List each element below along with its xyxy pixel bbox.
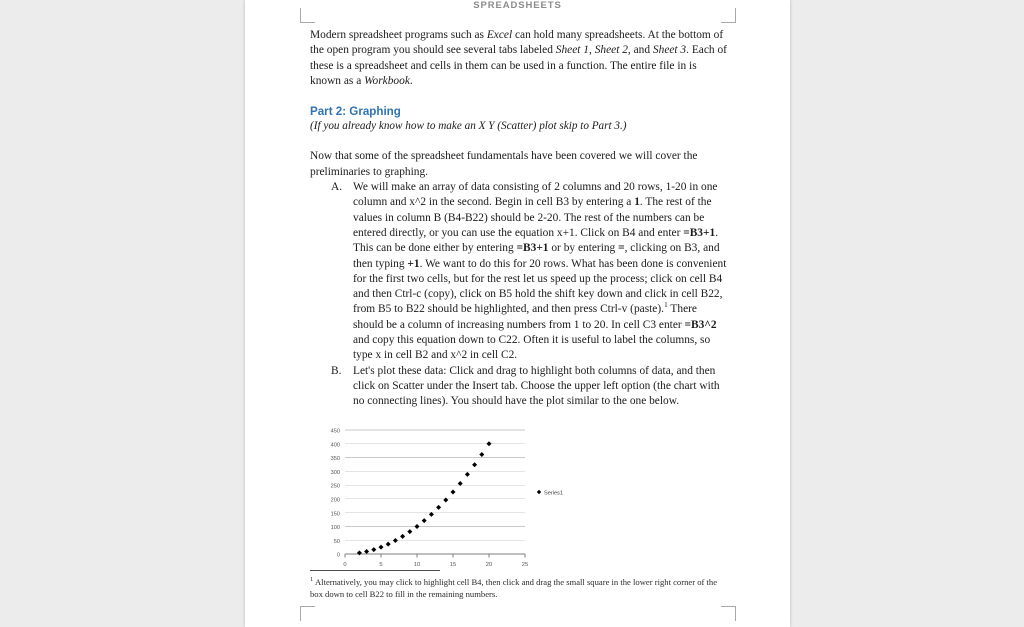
svg-text:Series1: Series1 [544,489,563,496]
section-subheading: (If you already know how to make an X Y (Scatter) plot skip to Part 3.) [310,120,627,133]
item-a-bold-5: +1 [407,257,420,270]
svg-text:400: 400 [330,441,340,448]
list-marker-b: B. [331,364,342,377]
svg-text:350: 350 [330,455,340,462]
intro-italic-excel: Excel [486,29,513,41]
intro-text-4: , and [627,44,653,57]
item-a-text-7: There should be a column of increasing numbers from 1 to 20. In cell C3 enter [353,303,697,331]
list-item-a [331,180,730,364]
intro-paragraph [310,28,730,89]
scatter-chart [313,424,603,576]
svg-text:450: 450 [330,428,340,435]
intro-italic-sheet2: Sheet 2 [594,44,628,57]
footnote-area [310,570,730,600]
item-a-bold-4: = [618,242,625,255]
instruction-list [310,180,730,409]
chart-gridlines [345,430,525,554]
spacer [310,134,730,149]
item-b-text: Let's plot these data: Click and drag to highlight both columns of data, and then click on Scatter under the Insert tab. Choose the upper left option (the chart with no connecting lines). You should have the plot similar to the one below. [353,364,720,408]
item-a-text-5: , clicking on B3, and then typing [353,242,720,270]
svg-text:10: 10 [413,561,421,568]
svg-text:250: 250 [330,483,340,490]
list-item-b [331,364,730,410]
chart-legend [537,489,563,496]
lead-paragraph: Now that some of the spreadsheet fundamentals have been covered we will cover the preliminaries to graphing. [310,150,698,178]
svg-text:150: 150 [330,510,340,517]
chart-x-axis-labels [343,554,528,568]
item-a-text-3: . This can be done either by entering [353,226,719,255]
footnote-reference-marker: 1 [663,300,668,310]
svg-text:5: 5 [379,561,383,568]
intro-italic-sheet1: Sheet 1 [555,44,589,57]
svg-text:100: 100 [330,524,340,531]
item-a-text-1: We will make an array of data consisting of 2 columns and 20 rows, 1-20 in one column and x^2 in the second. Begin in cell B3 by entering a [353,181,718,209]
document-body [310,28,730,576]
intro-italic-workbook: Workbook [364,74,410,87]
intro-text-5: . Each of these is a spreadsheet and cells in them can be used in a function. The entire file in is known as a [310,44,727,87]
svg-text:20: 20 [485,561,493,568]
item-a-bold-3: =B3+1 [516,242,549,255]
scatter-chart-svg [313,424,603,576]
footnote-separator [310,570,440,571]
item-a-text-6: . We want to do this for 20 rows. What has been done is convenient for the first two cells, but for the rest let us speed up the process; click on cell B4 and then Ctrl-c (copy), click on B5 hold the shift key down and click in cell B22, from B5 to B22 should be highlighted, and then press Ctrl-v (paste). [353,257,727,316]
item-a-text-2: . The rest of the values in column B (B4-B22) should be 2-20. The rest of the numbers can be entered directly, or you can use the equation x+1. Click on B4 and enter [353,196,712,239]
spacer [310,89,730,104]
chart-data-points [357,441,492,555]
item-a-bold-6: =B3^2 [684,318,717,331]
document-page [245,0,790,627]
svg-text:0: 0 [343,561,347,568]
page-header: SPREADSHEETS [473,0,562,11]
chart-y-axis-labels [331,428,340,558]
intro-text-6: . [409,74,413,87]
item-a-text-8: and copy this equation down to C22. Often it is useful to label the columns, so type x in cell B2 and x^2 in cell C2. [353,334,711,362]
crop-mark-bottom-right [721,606,736,621]
intro-italic-sheet3: Sheet 3 [652,44,687,57]
svg-text:50: 50 [333,538,340,545]
crop-mark-bottom-left [300,606,315,621]
item-a-bold-2: =B3+1 [683,226,716,239]
footnote-text [310,577,730,600]
page-content-area [245,0,790,627]
item-a-text-4: or by entering [548,242,619,255]
item-a-bold-1: 1 [634,196,640,209]
footnote-body: Alternatively, you may click to highlight cell B4, then click and drag the small square in the lower right corner of the box down to cell B22 to fill in the remaining numbers. [310,577,718,599]
list-marker-a: A. [331,181,343,194]
svg-text:200: 200 [330,497,340,504]
svg-text:0: 0 [336,552,340,559]
svg-text:15: 15 [449,561,457,568]
svg-text:300: 300 [330,469,340,476]
intro-text-3: , [589,44,595,57]
intro-text-1: Modern spreadsheet programs such as [310,29,487,41]
footnote-number: 1 [310,576,314,584]
intro-text-2: can hold many spreadsheets. At the bottom of the open program you should see several tabs labeled [310,29,724,57]
svg-text:25: 25 [521,561,529,568]
section-heading-part2: Part 2: Graphing [310,105,401,119]
